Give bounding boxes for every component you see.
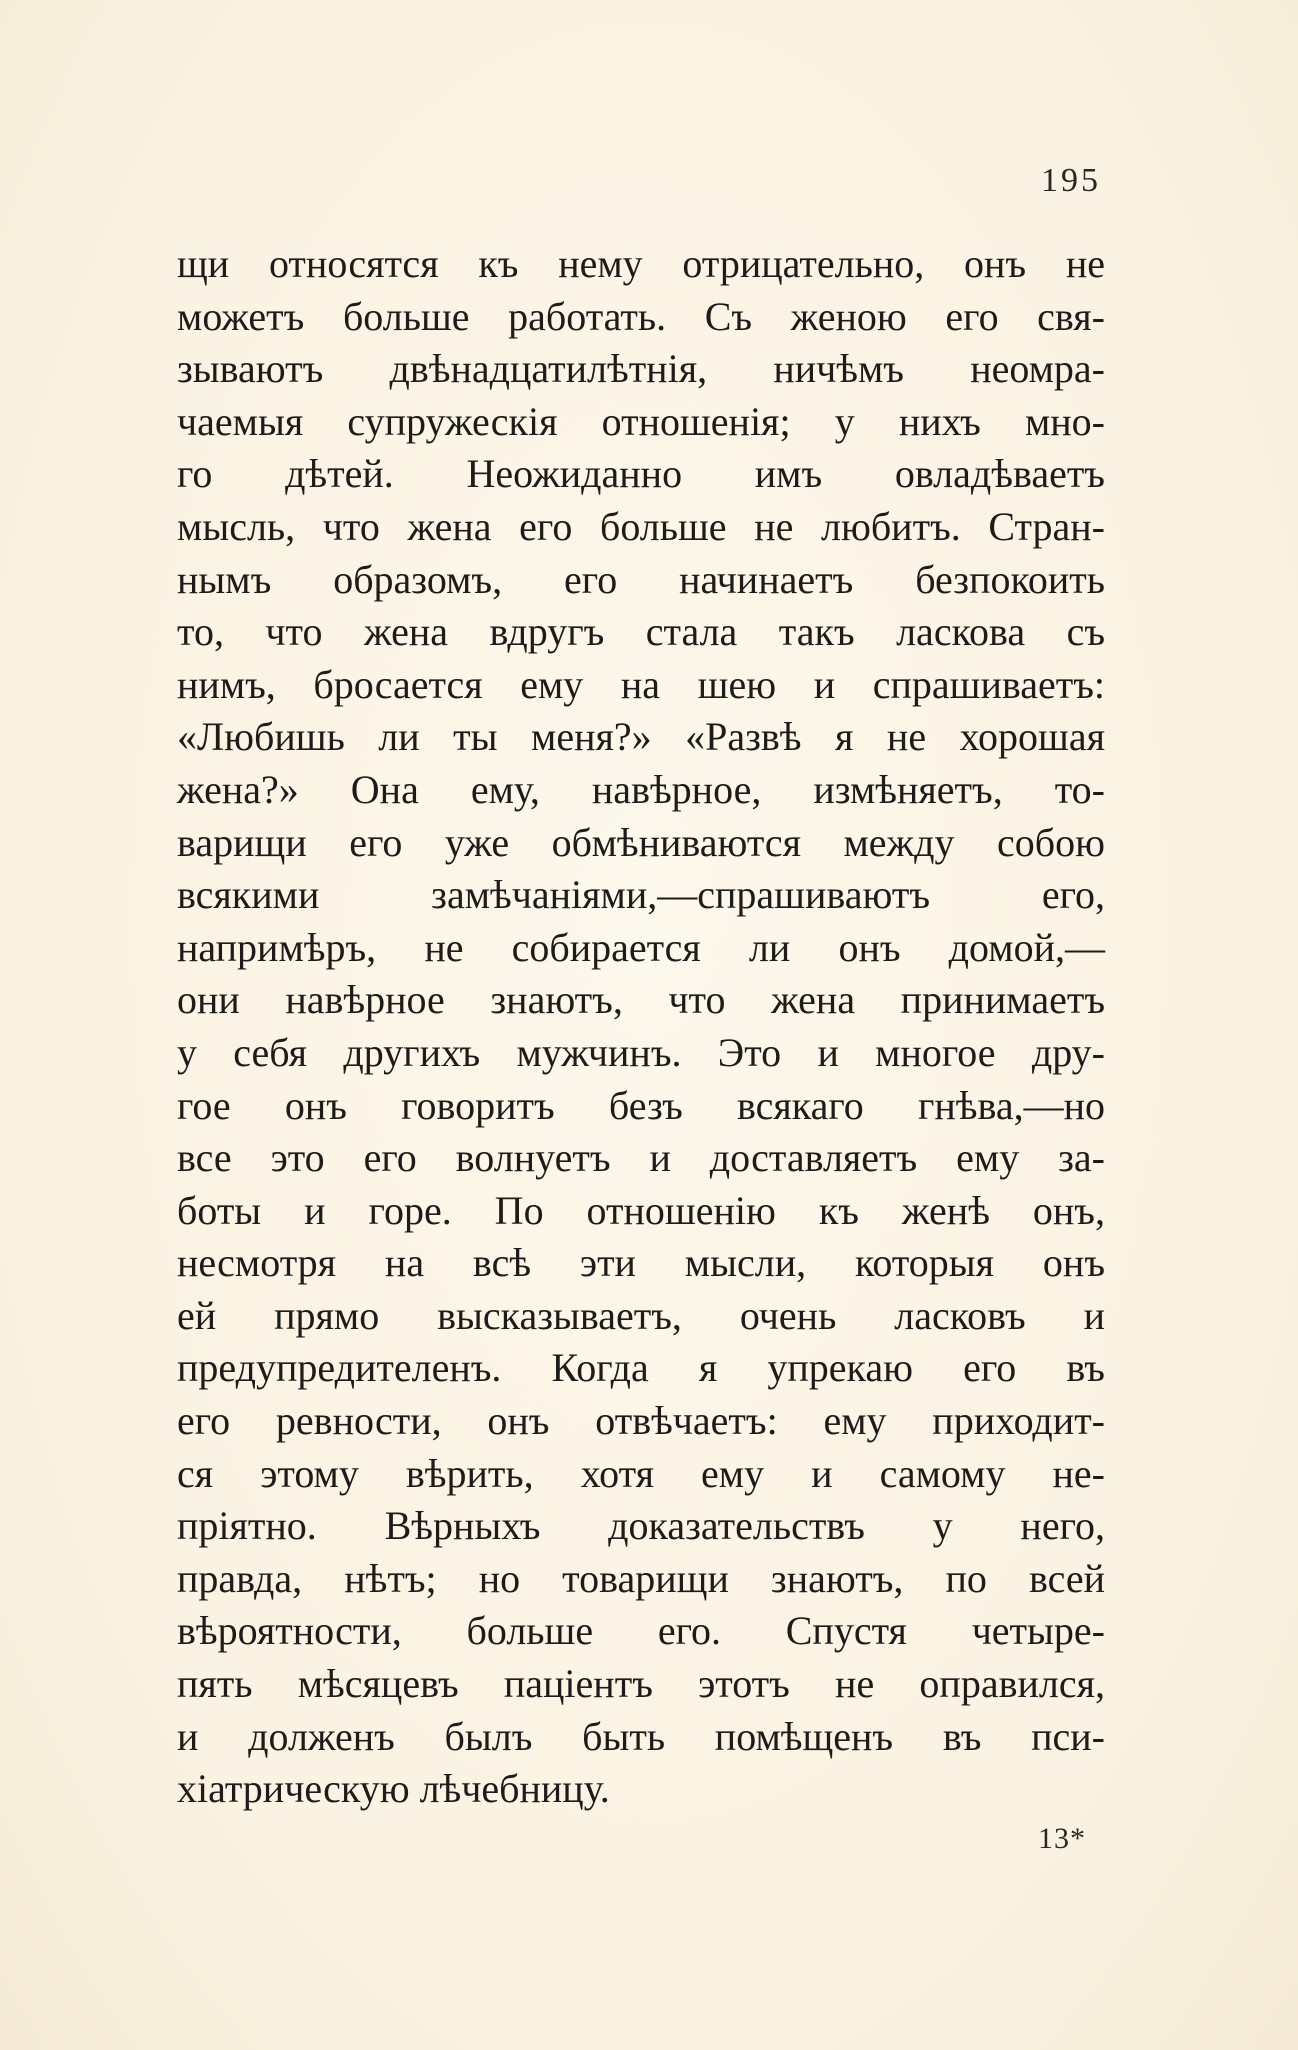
text-line: мысль, что жена его больше не любитъ. Стран- bbox=[177, 503, 1105, 549]
text-line: все это его волнуетъ и доставляетъ ему за- bbox=[177, 1135, 1105, 1181]
text-line: всякими замѣчаніями,—спрашиваютъ его, bbox=[177, 872, 1105, 918]
text-line: пять мѣсяцевъ паціентъ этотъ не оправился, bbox=[177, 1661, 1105, 1707]
text-line: го дѣтей. Неожиданно имъ овладѣваетъ bbox=[177, 451, 1105, 497]
text-line: у себя другихъ мужчинъ. Это и многое дру- bbox=[177, 1029, 1105, 1075]
text-line: ся этому вѣрить, хотя ему и самому не- bbox=[177, 1450, 1105, 1496]
text-line: нымъ образомъ, его начинаетъ безпокоить bbox=[177, 556, 1105, 602]
text-line: правда, нѣтъ; но товарищи знаютъ, по всей bbox=[177, 1555, 1105, 1601]
text-line: боты и горе. По отношенію къ женѣ онъ, bbox=[177, 1187, 1105, 1233]
text-line: и долженъ былъ быть помѣщенъ въ пси- bbox=[177, 1713, 1105, 1759]
text-line: чаемыя супружескія отношенія; у нихъ мно- bbox=[177, 398, 1105, 444]
text-line: гое онъ говоритъ безъ всякаго гнѣва,—но bbox=[177, 1082, 1105, 1128]
text-line: его ревности, онъ отвѣчаетъ: ему приходит- bbox=[177, 1398, 1105, 1444]
text-line: то, что жена вдругъ стала такъ ласкова съ bbox=[177, 609, 1105, 655]
text-line: пріятно. Вѣрныхъ доказательствъ у него, bbox=[177, 1503, 1105, 1549]
text-line: ей прямо высказываетъ, очень ласковъ и bbox=[177, 1292, 1105, 1338]
text-line: нимъ, бросается ему на шею и спрашиваетъ: bbox=[177, 661, 1105, 707]
body-text bbox=[177, 238, 1105, 1816]
text-line: варищи его уже обмѣниваются между собою bbox=[177, 819, 1105, 865]
text-line: они навѣрное знаютъ, что жена принимаетъ bbox=[177, 977, 1105, 1023]
text-line: «Любишь ли ты меня?» «Развѣ я не хорошая bbox=[177, 714, 1105, 760]
text-line-last: хіатрическую лѣчебницу. bbox=[177, 1766, 610, 1812]
text-line: предупредителенъ. Когда я упрекаю его въ bbox=[177, 1345, 1105, 1391]
text-line: зываютъ двѣнадцатилѣтнія, ничѣмъ неомра- bbox=[177, 346, 1105, 392]
page-number: 195 bbox=[1041, 162, 1101, 199]
text-line: щи относятся къ нему отрицательно, онъ не bbox=[177, 241, 1105, 286]
text-line: напримѣръ, не собирается ли онъ домой,— bbox=[177, 924, 1105, 970]
text-line: можетъ больше работать. Съ женою его свя- bbox=[177, 293, 1105, 339]
printer-signature-mark: 13* bbox=[1038, 1822, 1086, 1855]
text-line: вѣроятности, больше его. Спустя четыре- bbox=[177, 1608, 1105, 1654]
text-line: жена?» Она ему, навѣрное, измѣняетъ, то- bbox=[177, 766, 1105, 812]
text-line: несмотря на всѣ эти мысли, которыя онъ bbox=[177, 1240, 1105, 1286]
